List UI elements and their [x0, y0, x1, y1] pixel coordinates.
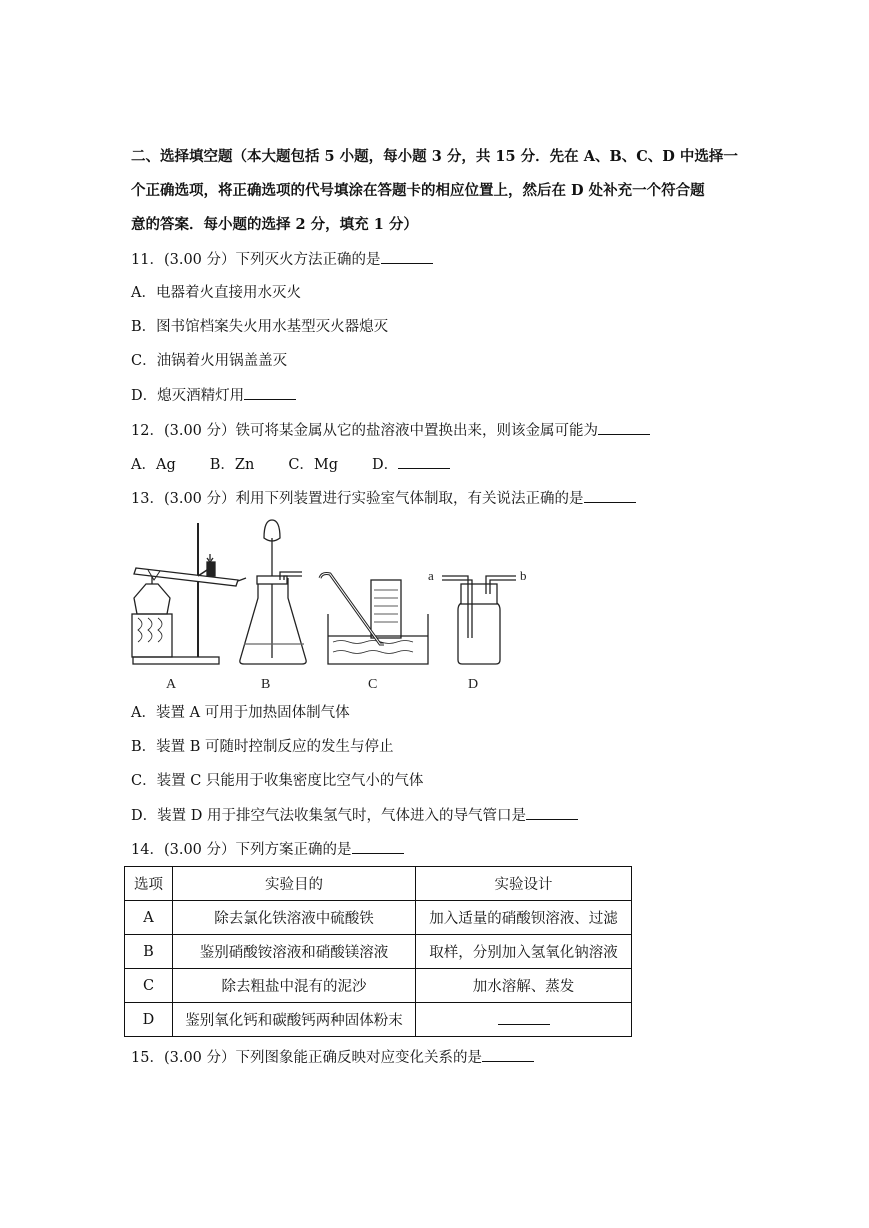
option-c: C．Mg — [288, 457, 339, 473]
section-header-line-2: 个正确选项，将正确选项的代号填涂在答题卡的相应位置上，然后在 D 处补充一个符合题 — [131, 182, 705, 199]
table-cell: 取样，分别加入氢氧化钠溶液 — [416, 935, 632, 969]
table-cell: B — [125, 935, 173, 969]
apparatus-b-icon — [240, 520, 306, 692]
option-b: B．图书馆档案失火用水基型灭火器熄灭 — [131, 319, 389, 335]
option-b: B．装置 B 可随时控制反应的发生与停止 — [131, 739, 394, 755]
figure-label-d: D — [468, 677, 479, 692]
table-cell: 除去氯化铁溶液中硫酸铁 — [173, 901, 416, 935]
question-15-stem: 15．(3.00 分）下列图象能正确反映对应变化关系的是 — [131, 1050, 483, 1066]
table-cell: 加水溶解、蒸发 — [416, 969, 632, 1003]
table-header-cell: 实验设计 — [416, 867, 632, 901]
option-a: A．Ag — [131, 457, 176, 473]
option-d: D．熄灭酒精灯用 — [131, 388, 245, 404]
table-cell: 鉴别氧化钙和碳酸钙两种固体粉末 — [173, 1003, 416, 1037]
table-row — [125, 901, 632, 935]
apparatus-figure — [128, 518, 538, 693]
figure-label-a-port: a — [428, 568, 434, 583]
apparatus-d-icon — [428, 568, 527, 692]
experiment-table — [124, 866, 632, 1037]
option-b: B．Zn — [209, 457, 255, 473]
answer-blank[interactable] — [352, 839, 404, 854]
table-header-row — [125, 867, 632, 901]
section-header-line-3: 意的答案．每小题的选择 2 分，填充 1 分） — [131, 216, 418, 233]
apparatus-a-icon — [132, 523, 246, 692]
answer-blank[interactable] — [598, 420, 650, 435]
question-11-stem: 11．(3.00 分）下列灭火方法正确的是 — [131, 252, 381, 268]
figure-label-b-port: b — [520, 568, 527, 583]
table-row — [125, 969, 632, 1003]
question-13-stem: 13．(3.00 分）利用下列装置进行实验室气体制取，有关说法正确的是 — [131, 491, 584, 507]
option-c: C．油锅着火用锅盖盖灭 — [131, 353, 288, 369]
table-cell: D — [125, 1003, 173, 1037]
table-cell: 除去粗盐中混有的泥沙 — [173, 969, 416, 1003]
question-14-stem: 14．(3.00 分）下列方案正确的是 — [131, 842, 352, 858]
answer-blank[interactable] — [584, 488, 636, 503]
answer-blank[interactable] — [526, 805, 578, 820]
option-a: A．装置 A 可用于加热固体制气体 — [131, 705, 350, 721]
apparatus-c-icon — [320, 574, 428, 693]
option-d: D．装置 D 用于排空气法收集氢气时，气体进入的导气管口是 — [131, 808, 526, 824]
option-c: C．装置 C 只能用于收集密度比空气小的气体 — [131, 773, 424, 789]
answer-blank[interactable] — [482, 1047, 534, 1062]
option-a: A．电器着火直接用水灭火 — [131, 285, 301, 301]
table-cell: A — [125, 901, 173, 935]
table-cell: 加入适量的硝酸钡溶液、过滤 — [416, 901, 632, 935]
figure-label-b: B — [261, 677, 271, 692]
table-header-cell: 选项 — [125, 867, 173, 901]
table-cell — [416, 1003, 632, 1037]
question-12-stem: 12．(3.00 分）铁可将某金属从它的盐溶液中置换出来，则该金属可能为 — [131, 423, 598, 439]
table-row — [125, 935, 632, 969]
answer-blank[interactable] — [398, 454, 450, 469]
figure-label-c: C — [368, 677, 378, 692]
section-header-line-1: 二、选择填空题（本大题包括 5 小题，每小题 3 分，共 15 分．先在 A、B、C、D 中选择一 — [131, 148, 738, 165]
answer-blank[interactable] — [381, 249, 433, 264]
table-row — [125, 1003, 632, 1037]
answer-blank[interactable] — [498, 1010, 550, 1025]
option-d: D． — [372, 457, 399, 473]
table-header-cell: 实验目的 — [173, 867, 416, 901]
figure-label-a: A — [166, 677, 177, 692]
table-cell: 鉴别硝酸铵溶液和硝酸镁溶液 — [173, 935, 416, 969]
answer-blank[interactable] — [244, 385, 296, 400]
table-cell: C — [125, 969, 173, 1003]
